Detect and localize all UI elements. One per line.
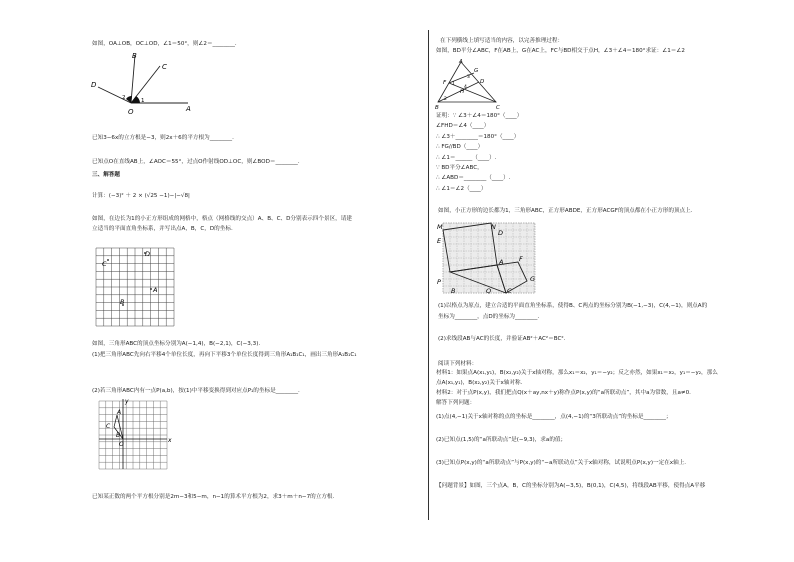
- material-1: 材料1：如果点A(x₁,y₁)，B(x₂,y₂)关于x轴对称，那么x₁＝x₂，y₁＝−y₂；反之亦然，如果x₁＝x₂，y₁＝−y₂，那么: [436, 370, 718, 376]
- label-O: O: [119, 441, 124, 448]
- question-sqrt: 已知某正数的两个平方根分别是2m−3和5−m，n−1的算术平方根为2，求3＋m＋n−7的立方根.: [92, 494, 335, 500]
- label-3: 3: [467, 75, 470, 80]
- label-A: A: [153, 286, 158, 294]
- proof-step: ∴ ∠ABD＝________（____）.: [436, 175, 511, 182]
- label-A: A: [186, 105, 191, 113]
- question-triangle-line3: (2)若三角形ABC内有一点P(a,b)，按(1)中平移变换得到对应点P₁的坐标是________.: [92, 388, 300, 394]
- proof-step: ∴ ∠1＝______（____）.: [436, 154, 497, 161]
- label-x: x: [168, 437, 172, 444]
- label-y: y: [125, 398, 129, 405]
- angle-figure: [88, 50, 198, 120]
- label-1: 1: [452, 82, 455, 87]
- triangle-figure: [434, 58, 504, 112]
- label-Q: Q: [486, 287, 492, 295]
- label-2: 2: [444, 97, 447, 102]
- label-G: G: [530, 275, 536, 283]
- question-perpendicular: 已知点O在直线AB上，∠AOC＝55°，过点O作射线OD⊥OC，则∠BOD＝________.: [92, 159, 300, 165]
- label-D: D: [480, 79, 485, 85]
- column-divider: [428, 30, 429, 520]
- label-D: D: [91, 81, 97, 89]
- section-heading: 三、解答题: [92, 172, 120, 178]
- proof-step: ∵ BD平分∠ABC，: [436, 165, 483, 171]
- reading-title: 阅读下列材料：: [438, 361, 478, 367]
- reading-q3: (3)已知点P(x,y)的“a所联动点”与P(x,y)的“−a所联动点”关于x轴对称，试说明点P(x,y)一定在x轴上.: [436, 460, 687, 466]
- material-1b: 点A(x₁,y₁)，B(x₂,y₂)关于x轴对称.: [436, 380, 523, 386]
- problem-background: 【问题背景】如图，三个点A，B，C的坐标分别为A(−3,5)，B(0,1)，C(4,5)，将线段AB平移，使得点A平移: [436, 483, 706, 489]
- question-triangle-line2: (1)把三角形ABC先向右平移4个单位长度，再向下平移3个单位长度得到三角形A₁B₁C₁，画出三角形A₁B₁C₁: [92, 352, 357, 358]
- label-B: B: [120, 298, 125, 306]
- label-C: C: [102, 260, 107, 268]
- label-C: C: [507, 287, 512, 295]
- question-calc: 计算：(−3)² ＋ 2 × (√25 −1)−|−√8|: [92, 193, 190, 199]
- label-C: C: [162, 63, 167, 71]
- label-F: F: [519, 255, 523, 263]
- material-2: 材料2：对于点P(x,y)，我们把点Q(x＋ay,nx＋y)称作点P(x,y)的“a所联动点”，其中a为常数，且a≠0.: [436, 390, 691, 396]
- square-question: 如图，小正方形的边长都为1，三角形ABC，正方形ABDE，正方形ACGF的顶点都在小正方形的顶点上.: [438, 208, 693, 214]
- fill-question: 如图，BD平分∠ABC，F在AB上，G在AC上，FC与BD相交于点H，∠3＋∠4＝180°求证：∠1＝∠2: [436, 48, 685, 54]
- label-4: 4: [464, 85, 467, 90]
- label-F: F: [443, 80, 447, 86]
- label-E: E: [437, 237, 442, 245]
- square-q2: (2)求线段AB与AC的长度，并验证AB²＋AC²＝BC².: [438, 336, 566, 342]
- label-A: A: [499, 258, 504, 266]
- label-N: N: [491, 223, 496, 231]
- label-O: O: [128, 108, 134, 116]
- question-triangle-line1: 如图，三角形ABC的顶点坐标分别为A(−1,4)，B(−2,1)，C(−3,3).: [92, 341, 261, 347]
- proof-step: ∴ ∠1＝∠2（____）: [436, 185, 487, 192]
- label-D: D: [145, 250, 151, 258]
- label-M: M: [437, 223, 443, 231]
- label-H: H: [460, 89, 465, 95]
- material-3: 解答下列问题：: [436, 400, 476, 406]
- square-q1-line1: (1)以格点为原点，建立合适的平面直角坐标系，使得B、C两点的坐标分别为B(−1,−3)，C(4,−1)，则点A的: [438, 303, 708, 309]
- label-D: D: [498, 229, 504, 237]
- label-P: P: [437, 278, 441, 286]
- label-1: 1: [141, 98, 145, 104]
- label-B: B: [132, 52, 137, 60]
- label-C: C: [496, 105, 500, 111]
- square-q1-line2: 坐标为________，点D的坐标为________.: [438, 314, 540, 320]
- label-C: C: [106, 423, 111, 430]
- label-2: 2: [122, 95, 126, 101]
- coordinate-figure: [95, 397, 175, 475]
- label-B: B: [451, 287, 456, 295]
- label-G: G: [474, 68, 479, 74]
- proof-step: 证明：∵ ∠3＋∠4＝180°（____）: [436, 113, 523, 119]
- label-A: A: [459, 59, 463, 65]
- label-B: B: [116, 432, 121, 439]
- label-A: A: [117, 409, 122, 416]
- squares-figure: [436, 218, 546, 298]
- grid-figure: [90, 242, 180, 332]
- reading-q1: (1)点(4,−1)关于x轴对称的点的坐标是________，点(4,−1)的“3所联动点”的坐标是________；: [436, 414, 672, 420]
- question-angle: 如图，OA⊥OB，OC⊥OD，∠1＝50°，则∠2＝________.: [92, 41, 237, 47]
- question-grid-line2: 立适当的平面直角坐标系，并写出点A，B，C，D的坐标.: [92, 226, 233, 232]
- label-B: B: [435, 105, 439, 111]
- proof-step: ∴ ∠3＋________＝180°（____）: [436, 133, 520, 140]
- fill-title: 在下列横线上填写适当的内容，以完善推理过程：: [440, 38, 564, 44]
- reading-q2: (2)已知点(1,5)的“a所联动点”是(−9,3)，求a的值；: [436, 437, 567, 443]
- question-grid-line1: 如图，在边长为1的小正方形组成的网格中，格点（网格线的交点）A、B、C、D分别表示四个景区，请建: [92, 216, 352, 222]
- proof-step: ∠FHD＝∠4（____）: [436, 123, 490, 130]
- question-cube-root: 已知3−6x的立方根是−3，则2x＋6的平方根为________.: [92, 135, 234, 141]
- proof-step: ∴ FG//BD（____）: [436, 144, 484, 151]
